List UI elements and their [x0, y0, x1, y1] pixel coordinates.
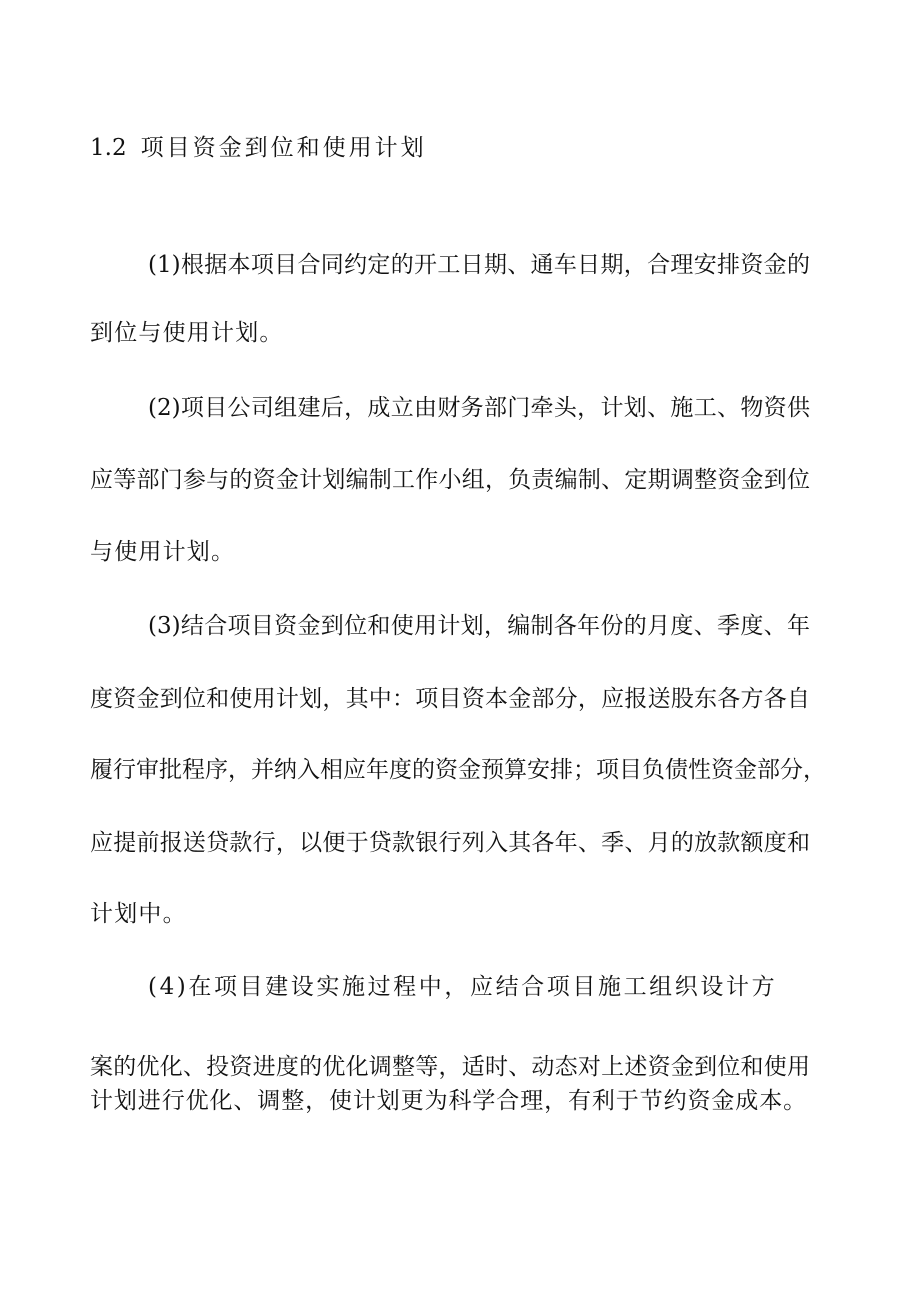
- paragraph-1-line-2: 到位与使用计划。: [90, 320, 284, 346]
- paragraph-3-line-5: 计划中。: [90, 901, 187, 927]
- paragraph-2-line-2: 应等部门参与的资金计划编制工作小组，负责编制、定期调整资金到位: [90, 467, 810, 493]
- paragraph-3-line-1: (3)结合项目资金到位和使用计划，编制各年份的月度、季度、年: [148, 613, 810, 639]
- paragraph-4-line-3: 计划进行优化、调整，使计划更为科学合理，有利于节约资金成本。: [90, 1088, 807, 1114]
- paragraph-2-line-3: 与使用计划。: [90, 539, 236, 565]
- paragraph-4-line-1: (4)在项目建设实施过程中，应结合项目施工组织设计方: [148, 974, 778, 1000]
- paragraph-1-line-1: (1)根据本项目合同约定的开工日期、通车日期，合理安排资金的: [148, 252, 810, 278]
- paragraph-3-line-4: 应提前报送贷款行，以便于贷款银行列入其各年、季、月的放款额度和: [90, 830, 810, 856]
- paragraph-4-line-2: 案的优化、投资进度的优化调整等，适时、动态对上述资金到位和使用: [90, 1054, 810, 1080]
- section-title: 项目资金到位和使用计划: [140, 135, 427, 161]
- section-heading: [90, 133, 427, 163]
- paragraph-2-line-1: (2)项目公司组建后，成立由财务部门牵头，计划、施工、物资供: [148, 395, 810, 421]
- paragraph-3-line-3: 履行审批程序，并纳入相应年度的资金预算安排；项目负债性资金部分，: [90, 757, 826, 783]
- paragraph-3-line-2: 度资金到位和使用计划，其中：项目资本金部分，应报送股东各方各自: [90, 686, 810, 712]
- section-number: 1.2: [90, 135, 127, 161]
